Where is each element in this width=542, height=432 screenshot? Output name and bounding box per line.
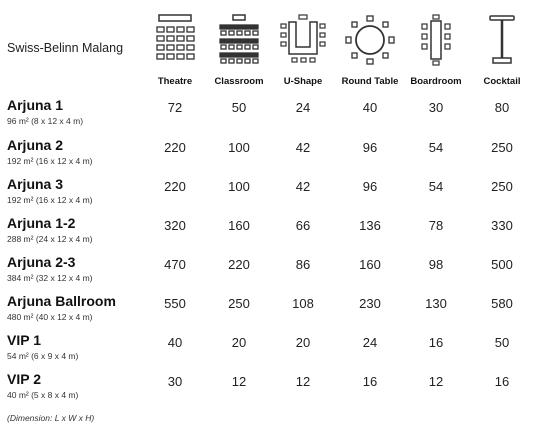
capacity-cell: 98 bbox=[428, 257, 444, 272]
room-name: Arjuna 3 bbox=[7, 176, 64, 192]
capacity-cell: 130 bbox=[425, 296, 447, 311]
theatre-layout-icon bbox=[155, 14, 195, 66]
room-name: VIP 1 bbox=[7, 332, 41, 348]
capacity-cell: 78 bbox=[428, 218, 444, 233]
capacity-cell: 54 bbox=[428, 179, 444, 194]
table-row bbox=[0, 137, 542, 177]
capacity-cell: 250 bbox=[491, 140, 513, 155]
column-label: Round Table bbox=[341, 76, 399, 87]
capacity-cell: 470 bbox=[164, 257, 186, 272]
capacity-cell: 500 bbox=[491, 257, 513, 272]
room-name: Arjuna 2-3 bbox=[7, 254, 76, 270]
table-row bbox=[0, 332, 542, 372]
room-name: Arjuna Ballroom bbox=[7, 293, 116, 309]
table-row bbox=[0, 371, 542, 411]
room-dimension: 54 m² (6 x 9 x 4 m) bbox=[7, 351, 79, 361]
capacity-cell: 20 bbox=[231, 335, 247, 350]
u-shape-layout-icon bbox=[279, 14, 327, 66]
capacity-cell: 40 bbox=[362, 100, 378, 115]
table-row bbox=[0, 293, 542, 333]
capacity-cell: 30 bbox=[428, 100, 444, 115]
capacity-cell: 108 bbox=[292, 296, 314, 311]
capacity-cell: 550 bbox=[164, 296, 186, 311]
capacity-cell: 20 bbox=[295, 335, 311, 350]
room-dimension: 384 m² (32 x 12 x 4 m) bbox=[7, 273, 93, 283]
capacity-cell: 96 bbox=[362, 140, 378, 155]
capacity-cell: 100 bbox=[228, 140, 250, 155]
capacity-cell: 250 bbox=[228, 296, 250, 311]
column-boardroom bbox=[401, 14, 471, 87]
capacity-cell: 16 bbox=[428, 335, 444, 350]
capacity-cell: 80 bbox=[494, 100, 510, 115]
boardroom-layout-icon bbox=[418, 14, 454, 66]
room-name: Arjuna 2 bbox=[7, 137, 64, 153]
capacity-cell: 16 bbox=[494, 374, 510, 389]
capacity-cell: 220 bbox=[228, 257, 250, 272]
column-label: U-Shape bbox=[283, 76, 323, 87]
capacity-cell: 50 bbox=[494, 335, 510, 350]
capacity-cell: 330 bbox=[491, 218, 513, 233]
classroom-layout-icon bbox=[217, 14, 261, 66]
capacity-cell: 230 bbox=[359, 296, 381, 311]
room-name: Arjuna 1-2 bbox=[7, 215, 76, 231]
room-dimension: 480 m² (40 x 12 x 4 m) bbox=[7, 312, 93, 322]
capacity-cell: 54 bbox=[428, 140, 444, 155]
capacity-cell: 320 bbox=[164, 218, 186, 233]
table-row bbox=[0, 97, 542, 137]
capacity-cell: 136 bbox=[359, 218, 381, 233]
capacity-cell: 86 bbox=[295, 257, 311, 272]
capacity-cell: 24 bbox=[362, 335, 378, 350]
capacity-cell: 30 bbox=[167, 374, 183, 389]
column-label: Boardroom bbox=[410, 76, 462, 87]
dimension-footnote: (Dimension: L x W x H) bbox=[7, 413, 95, 423]
capacity-cell: 72 bbox=[167, 100, 183, 115]
table-row bbox=[0, 254, 542, 294]
room-dimension: 40 m² (5 x 8 x 4 m) bbox=[7, 390, 79, 400]
cocktail-table-icon bbox=[487, 14, 517, 66]
column-classroom bbox=[204, 14, 274, 87]
capacity-cell: 12 bbox=[295, 374, 311, 389]
round-table-layout-icon bbox=[344, 14, 396, 66]
capacity-cell: 66 bbox=[295, 218, 311, 233]
capacity-cell: 160 bbox=[228, 218, 250, 233]
capacity-cell: 220 bbox=[164, 140, 186, 155]
column-label: Cocktail bbox=[483, 76, 521, 87]
capacity-cell: 24 bbox=[295, 100, 311, 115]
capacity-cell: 12 bbox=[428, 374, 444, 389]
capacity-cell: 100 bbox=[228, 179, 250, 194]
column-u-shape bbox=[268, 14, 338, 87]
room-name: VIP 2 bbox=[7, 371, 41, 387]
column-theatre bbox=[140, 14, 210, 87]
capacity-cell: 16 bbox=[362, 374, 378, 389]
table-row bbox=[0, 176, 542, 216]
room-dimension: 192 m² (16 x 12 x 4 m) bbox=[7, 156, 93, 166]
room-dimension: 96 m² (8 x 12 x 4 m) bbox=[7, 116, 84, 126]
column-round-table bbox=[335, 14, 405, 87]
venue-name: Swiss-Belinn Malang bbox=[7, 41, 124, 55]
capacity-cell: 42 bbox=[295, 179, 311, 194]
capacity-cell: 42 bbox=[295, 140, 311, 155]
capacity-cell: 40 bbox=[167, 335, 183, 350]
capacity-cell: 50 bbox=[231, 100, 247, 115]
capacity-cell: 220 bbox=[164, 179, 186, 194]
capacity-cell: 160 bbox=[359, 257, 381, 272]
room-dimension: 288 m² (24 x 12 x 4 m) bbox=[7, 234, 93, 244]
table-row bbox=[0, 215, 542, 255]
room-name: Arjuna 1 bbox=[7, 97, 64, 113]
column-label: Classroom bbox=[214, 76, 264, 87]
capacity-cell: 96 bbox=[362, 179, 378, 194]
capacity-cell: 250 bbox=[491, 179, 513, 194]
capacity-cell: 580 bbox=[491, 296, 513, 311]
room-dimension: 192 m² (16 x 12 x 4 m) bbox=[7, 195, 93, 205]
capacity-cell: 12 bbox=[231, 374, 247, 389]
column-cocktail bbox=[467, 14, 537, 87]
column-label: Theatre bbox=[157, 76, 193, 87]
